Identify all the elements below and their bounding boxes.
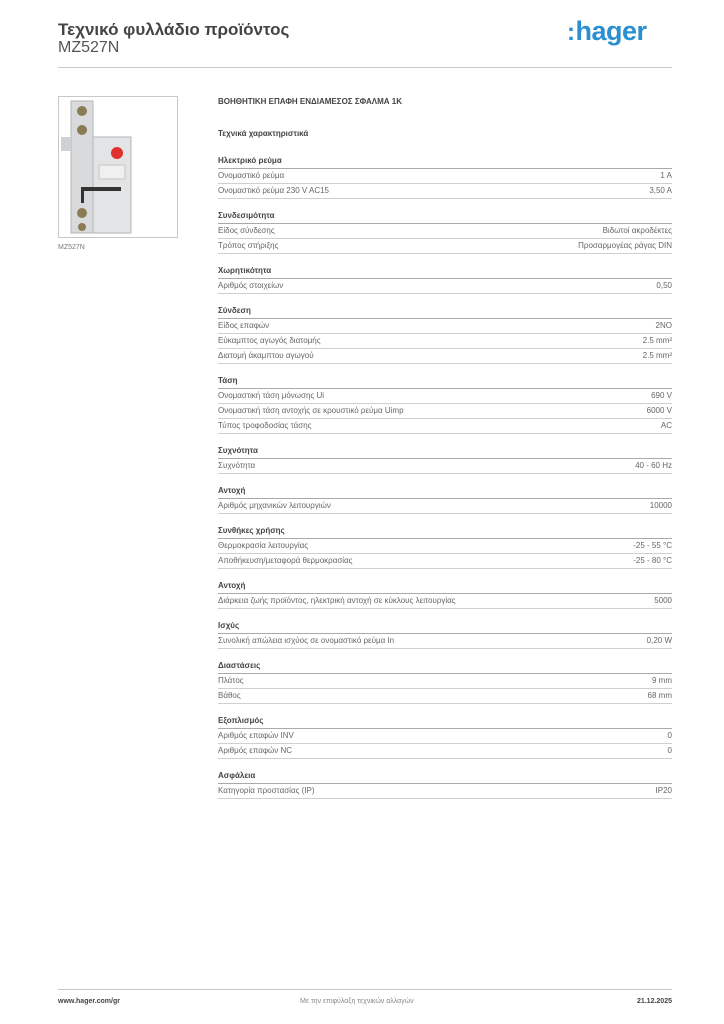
spec-section (218, 444, 672, 474)
section-heading: Τάση (218, 374, 672, 389)
footer-note: Με την επιφύλαξη τεχνικών αλλαγών (300, 998, 414, 1005)
spec-row (218, 539, 672, 554)
spec-row (218, 499, 672, 514)
header-divider (58, 67, 672, 68)
spec-section (218, 659, 672, 704)
section-heading: Διαστάσεις (218, 659, 672, 674)
spec-row (218, 594, 672, 609)
spec-label: Ονομαστικό ρεύμα (218, 171, 285, 180)
spec-label: Θερμοκρασία λειτουργίας (218, 541, 309, 550)
spec-value: 3,50 A (649, 186, 672, 195)
spec-label: Διάρκεια ζωής προϊόντος, ηλεκτρική αντοχή σε κύκλους λειτουργίας (218, 596, 456, 605)
spec-label: Κατηγορία προστασίας (IP) (218, 786, 315, 795)
spec-row (218, 334, 672, 349)
spec-row (218, 689, 672, 704)
spec-section (218, 209, 672, 254)
spec-section (218, 264, 672, 294)
spec-value: IP20 (655, 786, 672, 795)
spec-row (218, 224, 672, 239)
spec-section (218, 154, 672, 199)
spec-value: 0,50 (656, 281, 672, 290)
spec-label: Ονομαστική τάση αντοχής σε κρουστικό ρεύμα Uimp (218, 406, 404, 415)
spec-value: -25 - 55 °C (633, 541, 672, 550)
spec-value: 9 mm (652, 676, 672, 685)
footer-website-link[interactable]: www.hager.com/gr (58, 998, 120, 1005)
spec-value: 5000 (654, 596, 672, 605)
spec-label: Διατομή άκαμπτου αγωγού (218, 351, 314, 360)
spec-label: Πλάτος (218, 676, 244, 685)
spec-label: Είδος σύνδεσης (218, 226, 275, 235)
section-heading: Ηλεκτρικό ρεύμα (218, 154, 672, 169)
specs-table (218, 154, 672, 809)
spec-value: 2NO (655, 321, 672, 330)
section-heading: Εξοπλισμός (218, 714, 672, 729)
spec-label: Συνολική απώλεια ισχύος σε ονομαστικό ρεύμα In (218, 636, 395, 645)
spec-row (218, 554, 672, 569)
section-heading: Ισχύς (218, 619, 672, 634)
spec-row (218, 169, 672, 184)
spec-value: 0 (667, 731, 672, 740)
spec-row (218, 459, 672, 474)
section-heading: Ασφάλεια (218, 769, 672, 784)
spec-row (218, 389, 672, 404)
product-code: MZ527N (58, 39, 120, 56)
spec-value: 2.5 mm² (642, 336, 672, 345)
spec-section (218, 374, 672, 434)
spec-row (218, 634, 672, 649)
spec-row (218, 349, 672, 364)
spec-value: 0 (667, 746, 672, 755)
spec-label: Είδος επαφών (218, 321, 270, 330)
spec-label: Αποθήκευση/μεταφορά θερμοκρασίας (218, 556, 353, 565)
technical-specs-heading: Τεχνικά χαρακτηριστικά (218, 129, 309, 138)
spec-row (218, 674, 672, 689)
spec-value: -25 - 80 °C (633, 556, 672, 565)
document-title: Τεχνικό φυλλάδιο προϊόντος (58, 20, 290, 39)
spec-section (218, 524, 672, 569)
spec-section (218, 714, 672, 759)
section-heading: Συνδεσιμότητα (218, 209, 672, 224)
logo-text: hager (575, 16, 647, 46)
spec-value: 40 - 60 Hz (635, 461, 672, 470)
spec-row (218, 784, 672, 799)
spec-label: Αριθμός μηχανικών λειτουργιών (218, 501, 331, 510)
spec-row (218, 319, 672, 334)
spec-row (218, 279, 672, 294)
spec-label: Ονομαστικό ρεύμα 230 V AC15 (218, 186, 330, 195)
spec-row (218, 239, 672, 254)
spec-label: Ονομαστική τάση μόνωσης Ui (218, 391, 325, 400)
spec-row (218, 729, 672, 744)
image-caption: MZ527N (58, 244, 85, 251)
footer-divider (58, 989, 672, 990)
spec-label: Τρόπος στήριξης (218, 241, 279, 250)
spec-section (218, 619, 672, 649)
section-heading: Συνθήκες χρήσης (218, 524, 672, 539)
spec-value: 68 mm (647, 691, 672, 700)
spec-row (218, 744, 672, 759)
hager-logo: :hager (567, 16, 647, 46)
spec-row (218, 184, 672, 199)
spec-value: Βιδωτοί ακροδέκτες (602, 226, 672, 235)
spec-section (218, 579, 672, 609)
section-heading: Σύνδεση (218, 304, 672, 319)
spec-section (218, 484, 672, 514)
footer-date: 21.12.2025 (636, 998, 672, 1005)
spec-label: Βάθος (218, 691, 241, 700)
spec-value: AC (660, 421, 672, 430)
spec-value: 0,20 W (646, 636, 672, 645)
section-heading: Συχνότητα (218, 444, 672, 459)
spec-row (218, 419, 672, 434)
auxiliary-contact-illustration (59, 97, 177, 237)
spec-section (218, 769, 672, 799)
spec-label: Αριθμός στοιχείων (218, 281, 284, 290)
section-heading: Χωρητικότητα (218, 264, 672, 279)
spec-section (218, 304, 672, 364)
spec-value: 10000 (649, 501, 672, 510)
spec-label: Συχνότητα (218, 461, 256, 470)
spec-value: 2.5 mm² (642, 351, 672, 360)
section-heading: Αντοχή (218, 579, 672, 594)
product-image (58, 96, 178, 238)
spec-value: 6000 V (646, 406, 672, 415)
spec-value: Προσαρμογέας ράγας DIN (578, 241, 672, 250)
spec-value: 690 V (651, 391, 672, 400)
section-heading: Αντοχή (218, 484, 672, 499)
spec-label: Αριθμός επαφών NC (218, 746, 293, 755)
spec-row (218, 404, 672, 419)
spec-label: Αριθμός επαφών INV (218, 731, 294, 740)
spec-label: Εύκαμπτος αγωγός διατομής (218, 336, 321, 345)
product-name: ΒΟΗΘΗΤΙΚΗ ΕΠΑΦΗ ΕΝΔΙΑΜΕΣΟΣ ΣΦΑΛΜΑ 1Κ (218, 97, 402, 106)
spec-label: Τύπος τροφοδοσίας τάσης (218, 421, 312, 430)
spec-value: 1 A (660, 171, 672, 180)
